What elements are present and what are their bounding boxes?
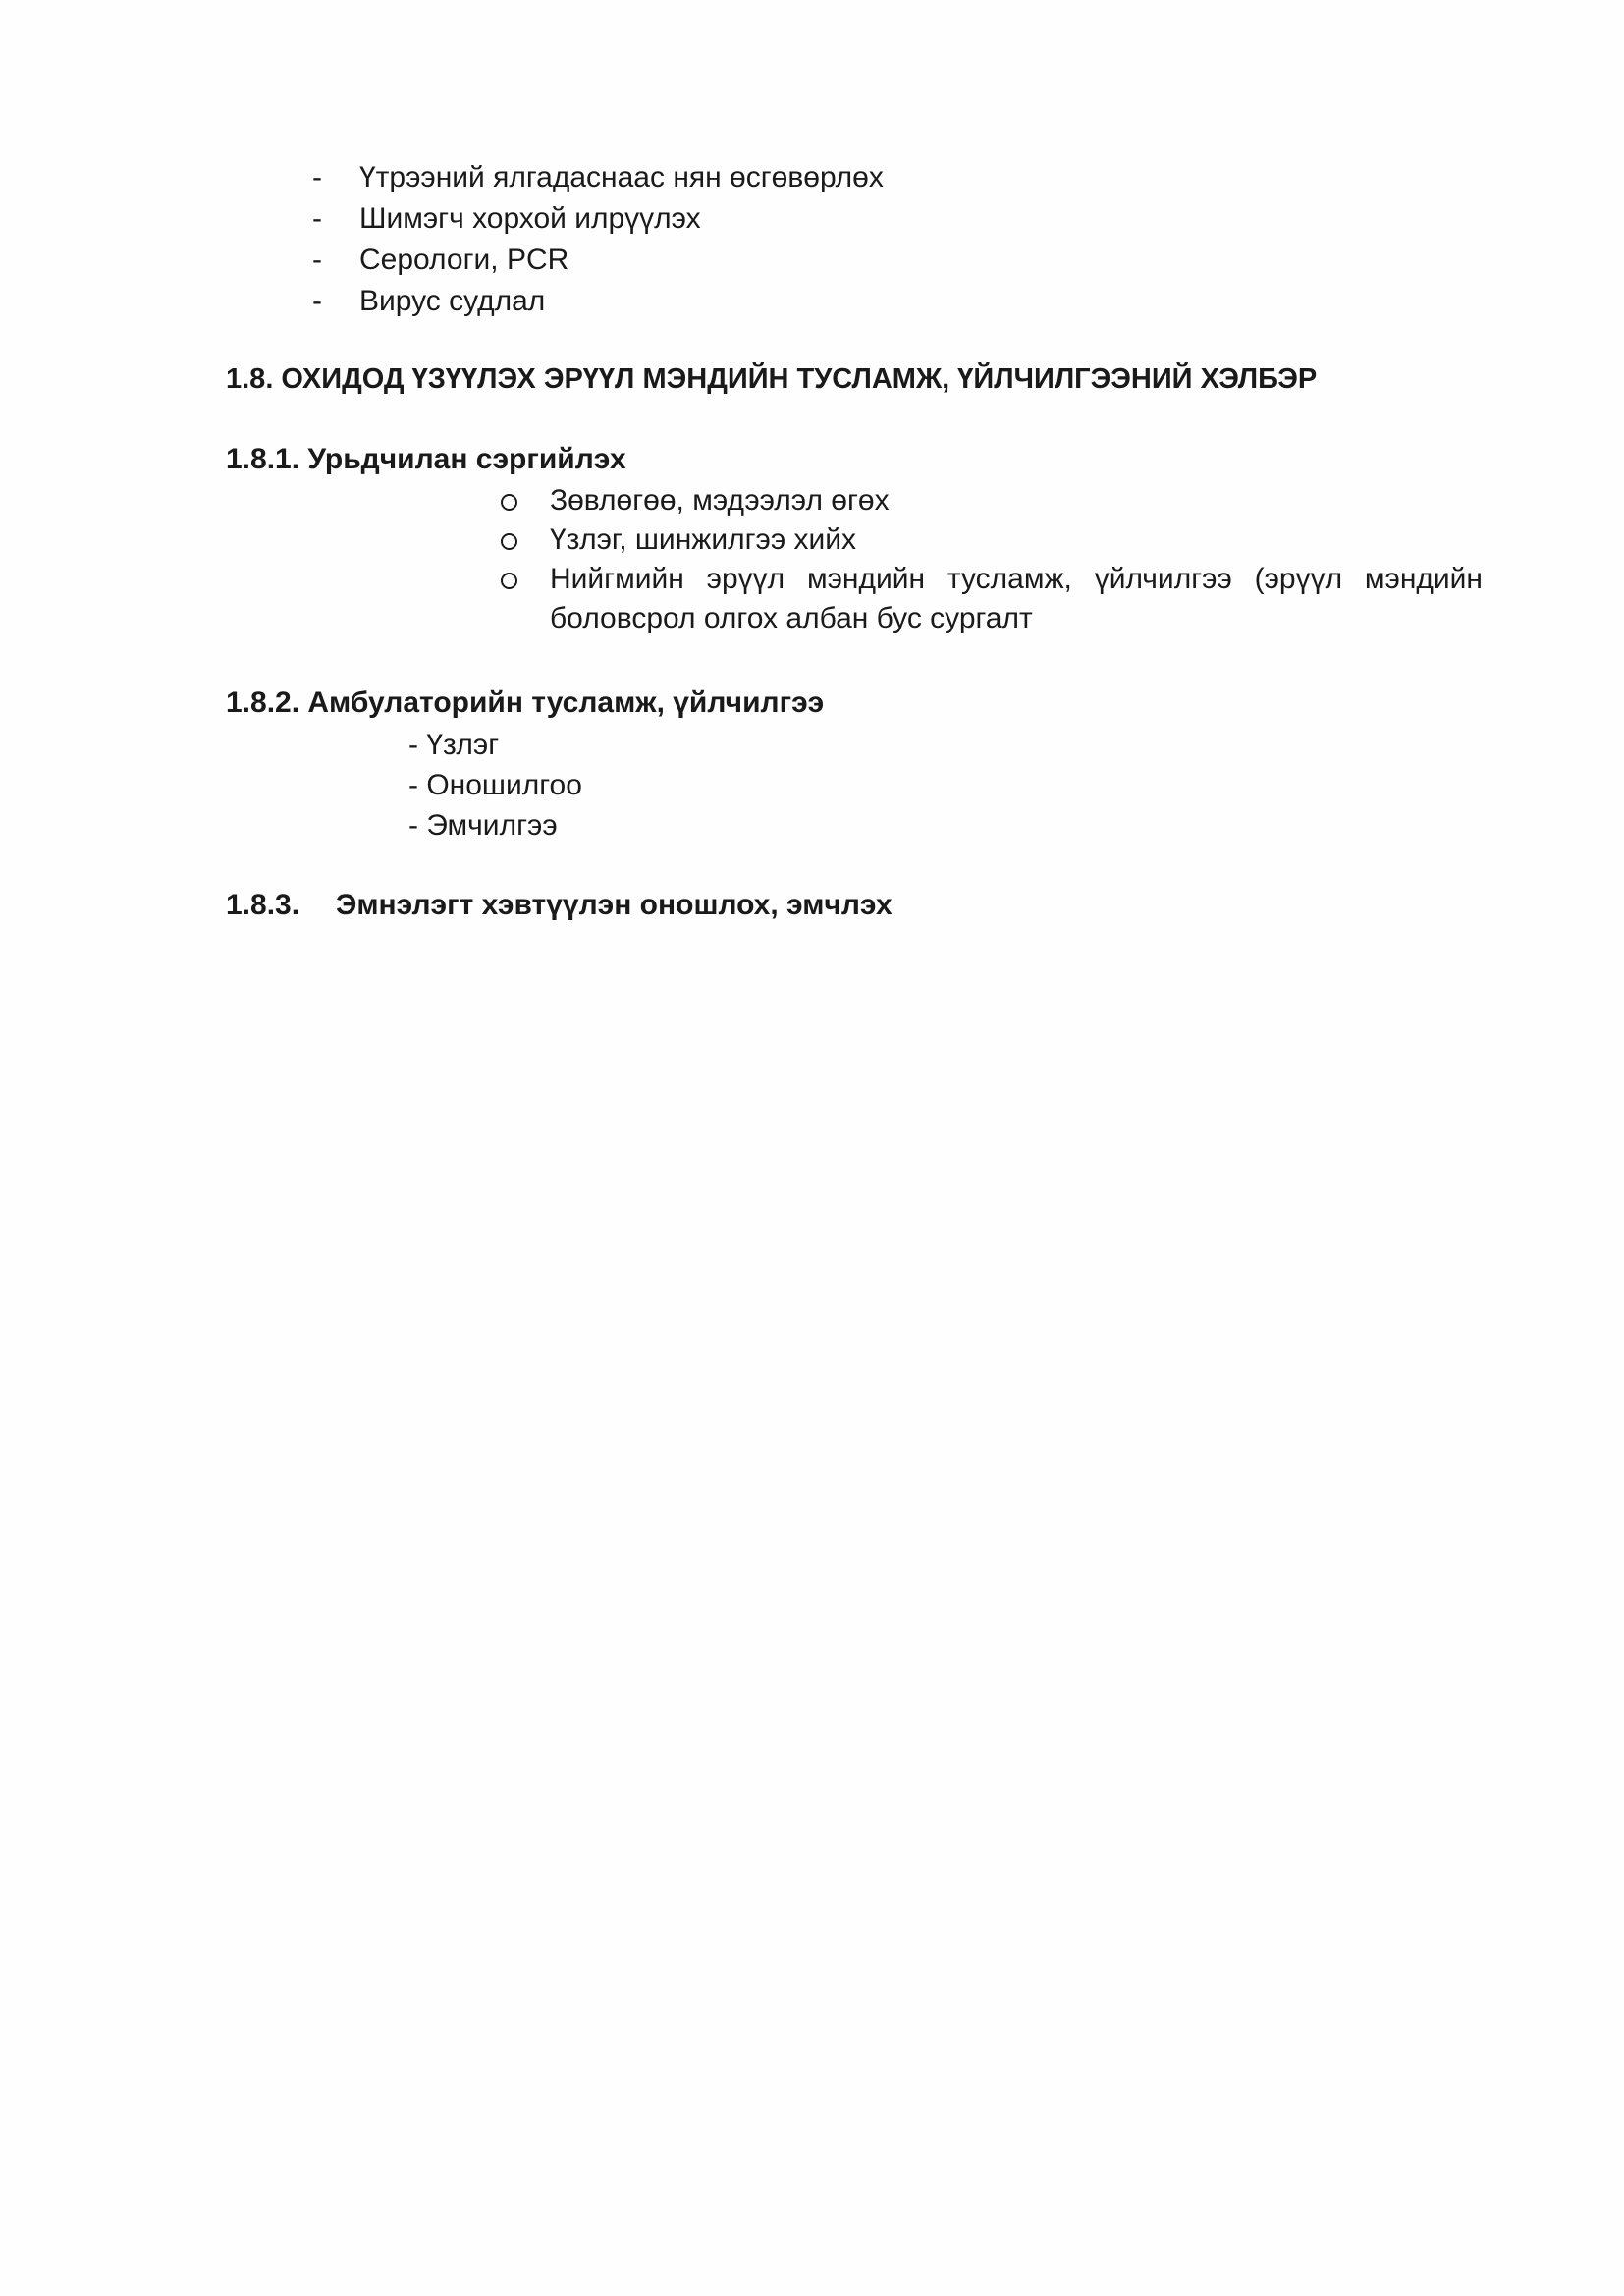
diagnostics-list (312, 157, 884, 322)
list-item (497, 520, 1483, 560)
circle-bullet-icon (501, 533, 517, 550)
section-heading-1-8: 1.8. ОХИДОД ҮЗҮҮЛЭХ ЭРҮҮЛ МЭНДИЙН ТУСЛАМЖ, ҮЙЛЧИЛГЭЭНИЙ ХЭЛБЭР (226, 363, 1318, 395)
list-item-text: Үтрээний ялгадаснаас нян өсгөвөрлөх (359, 161, 884, 193)
list-item-text: Шимэгч хорхой илрүүлэх (359, 202, 701, 235)
dash-bullet: - (312, 161, 322, 193)
list-item (312, 198, 884, 240)
circle-bullet-icon (501, 494, 517, 511)
list-item (312, 157, 884, 198)
list-item-text: Үзлэг, шинжилгээ хийх (550, 523, 856, 556)
list-item (497, 560, 1483, 638)
dash-bullet: - (312, 285, 322, 317)
list-item-text-line2: боловсрол олгох албан бус сургалт (550, 602, 1033, 634)
section-heading-1-8-2: 1.8.2. Амбулаторийн тусламж, үйлчилгээ (226, 686, 825, 719)
list-item-text: Зөвлөгөө, мэдээлэл өгөх (550, 484, 890, 517)
list-item (312, 240, 884, 281)
prevention-list (497, 481, 1483, 638)
list-item: - Эмчилгээ (408, 809, 558, 842)
section-title: Эмнэлэгт хэвтүүлэн оношлох, эмчлэх (336, 889, 893, 921)
list-item: - Үзлэг (408, 729, 500, 761)
section-heading-1-8-3 (226, 886, 893, 925)
list-item-text: Вирус судлал (359, 285, 546, 317)
list-item (497, 481, 1483, 520)
list-item-text: Серологи, PCR (359, 244, 569, 276)
dash-bullet: - (312, 244, 322, 276)
list-item-text-line1: Нийгмийн эрүүл мэндийн тусламж, үйлчилгээ (эрүүл мэндийн (550, 563, 1483, 595)
ambulatory-list (408, 725, 582, 846)
circle-bullet-icon (501, 573, 517, 589)
section-number: 1.8.3. (226, 889, 300, 921)
dash-bullet: - (312, 202, 322, 235)
list-item (312, 281, 884, 322)
list-item: - Оношилгоо (408, 769, 582, 801)
section-heading-1-8-1: 1.8.1. Урьдчилан сэргийлэх (226, 443, 626, 475)
